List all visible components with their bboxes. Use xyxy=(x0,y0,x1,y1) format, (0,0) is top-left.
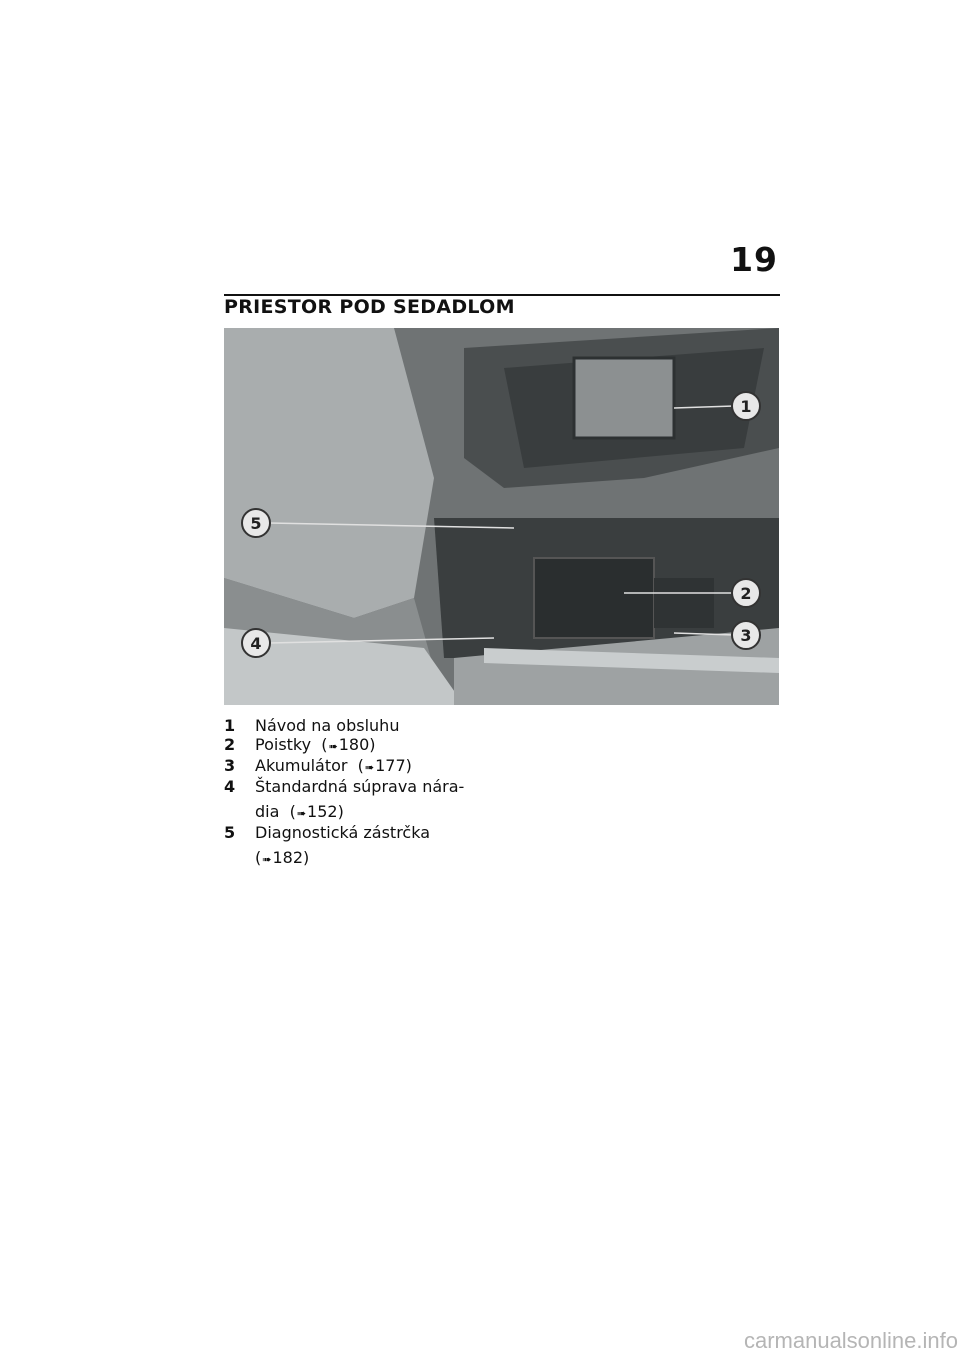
callout-4 xyxy=(242,629,270,657)
callout-2 xyxy=(732,579,760,607)
page-ref-arrow-icon: ➠ xyxy=(296,807,307,820)
legend-item-1 xyxy=(224,716,494,735)
legend-item-2 xyxy=(224,735,494,756)
legend-number: 1 xyxy=(224,716,236,735)
legend-text: Diagnostická zástrčka xyxy=(255,823,431,842)
svg-text:4: 4 xyxy=(250,634,262,653)
page-ref-arrow-icon: ➠ xyxy=(262,853,272,866)
page-ref[interactable]: 182) xyxy=(272,848,310,867)
page-ref-arrow-icon: ➠ xyxy=(364,761,375,774)
callout-3 xyxy=(732,621,760,649)
watermark: carmanualsonline.info xyxy=(743,1328,958,1353)
ref-open: ( xyxy=(357,756,364,775)
legend-text: Poistky xyxy=(255,735,312,754)
section-title: PRIESTOR POD SEDADLOM xyxy=(224,296,515,318)
legend-number: 5 xyxy=(224,823,236,842)
svg-text:1: 1 xyxy=(740,397,752,416)
page-ref-arrow-icon: ➠ xyxy=(328,740,338,753)
legend-text: Štandardná súprava nára- xyxy=(255,777,465,796)
page-ref[interactable]: 180) xyxy=(338,735,376,754)
legend-item-4 xyxy=(224,777,494,823)
ref-open: ( xyxy=(289,802,296,821)
page-ref[interactable]: 177) xyxy=(375,756,412,775)
legend-number: 4 xyxy=(224,777,236,796)
legend-text-cont: dia xyxy=(255,802,280,821)
legend-number: 3 xyxy=(224,756,236,775)
page-number: 19 xyxy=(730,240,778,279)
page-ref[interactable]: 152) xyxy=(307,802,344,821)
legend-text: Návod na obsluhu xyxy=(255,716,400,735)
legend-item-5 xyxy=(224,823,494,869)
figure-illustration xyxy=(224,328,779,705)
figure-legend xyxy=(224,716,494,869)
legend-item-3 xyxy=(224,756,494,777)
ref-open: ( xyxy=(255,848,262,867)
under-seat-figure xyxy=(224,328,779,705)
legend-number: 2 xyxy=(224,735,236,754)
svg-text:3: 3 xyxy=(740,626,752,645)
ref-open: ( xyxy=(321,735,328,754)
svg-text:5: 5 xyxy=(250,514,262,533)
svg-text:2: 2 xyxy=(740,584,752,603)
callout-5 xyxy=(242,509,270,537)
legend-text: Akumulátor xyxy=(255,756,348,775)
callout-1 xyxy=(732,392,760,420)
